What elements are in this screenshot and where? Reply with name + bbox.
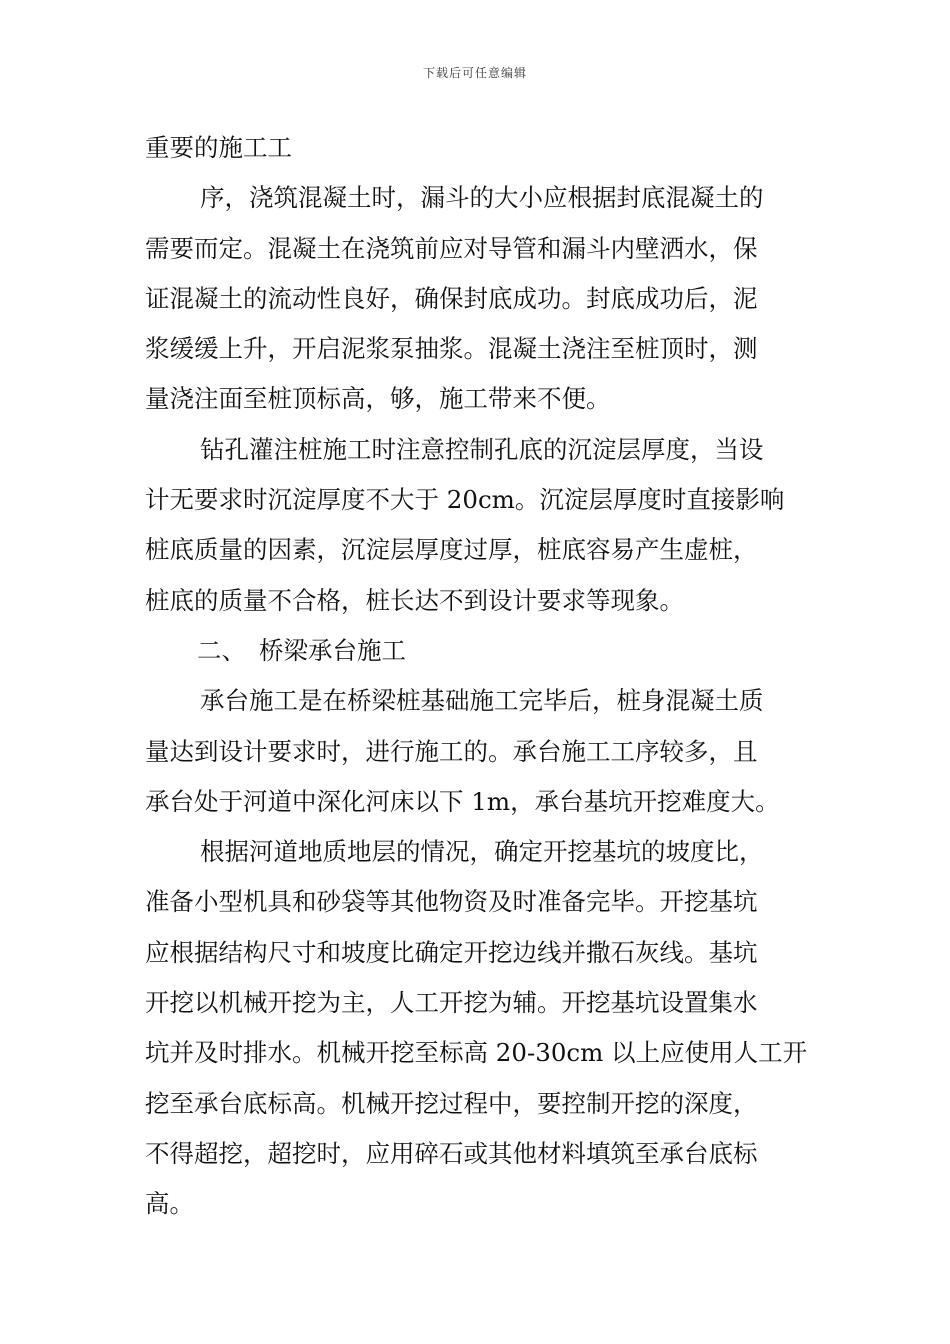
text-line: 准备小型机具和砂袋等其他物资及时准备完毕。开挖基坑 xyxy=(145,887,758,917)
section-title: 桥梁承台施工 xyxy=(259,635,406,665)
text-line: 桩底质量的因素，沉淀层厚度过厚，桩底容易产生虚桩， xyxy=(145,535,758,565)
text-line: 桩底的质量不合格，桩长达不到设计要求等现象。 xyxy=(145,585,684,615)
document-body xyxy=(145,128,810,1235)
text-line: 开挖以机械开挖为主，人工开挖为辅。开挖基坑设置集水 xyxy=(145,988,758,1018)
paragraph-start-line: 序，浇筑混凝土时，漏斗的大小应根据封底混凝土的 xyxy=(200,183,764,213)
text-line: 重要的施工工 xyxy=(145,133,292,162)
text-line: 应根据结构尺寸和坡度比确定开挖边线并撒石灰线。基坑 xyxy=(145,937,758,967)
text-line: 量达到设计要求时，进行施工的。承台施工工序较多，且 xyxy=(145,736,758,766)
text-line: 高。 xyxy=(145,1189,194,1219)
section-heading xyxy=(145,631,810,681)
text-line: 证混凝土的流动性良好，确保封底成功。封底成功后，泥 xyxy=(145,283,758,313)
text-line: 计无要求时沉淀厚度不大于 20cm。沉淀层厚度时直接影响 xyxy=(145,485,785,515)
text-line: 浆缓缓上升，开启泥浆泵抽浆。混凝土浇注至桩顶时，测 xyxy=(145,334,758,364)
text-line: 坑并及时排水。机械开挖至标高 20-30cm 以上应使用人工开 xyxy=(145,1038,808,1068)
text-line: 量浇注面至桩顶标高，够，施工带来不便。 xyxy=(145,384,611,414)
text-line: 承台处于河道中深化河床以下 1m，承台基坑开挖难度大。 xyxy=(145,786,780,816)
paragraph-start-line: 钻孔灌注桩施工时注意控制孔底的沉淀层厚度，当设 xyxy=(200,434,764,464)
text-line: 不得超挖，超挖时，应用碎石或其他材料填筑至承台底标 xyxy=(145,1138,758,1168)
paragraph-start-line: 根据河道地质地层的情况，确定开挖基坑的坡度比， xyxy=(200,837,764,867)
paragraph-start-line: 承台施工是在桥梁桩基础施工完毕后，桩身混凝土质 xyxy=(200,686,764,716)
text-line: 挖至承台底标高。机械开挖过程中，要控制开挖的深度， xyxy=(145,1088,758,1118)
page-header: 下载后可任意编辑 xyxy=(422,66,527,80)
section-number: 二、 xyxy=(197,635,246,665)
text-line: 需要而定。混凝土在浇筑前应对导管和漏斗内壁洒水，保 xyxy=(145,233,758,263)
